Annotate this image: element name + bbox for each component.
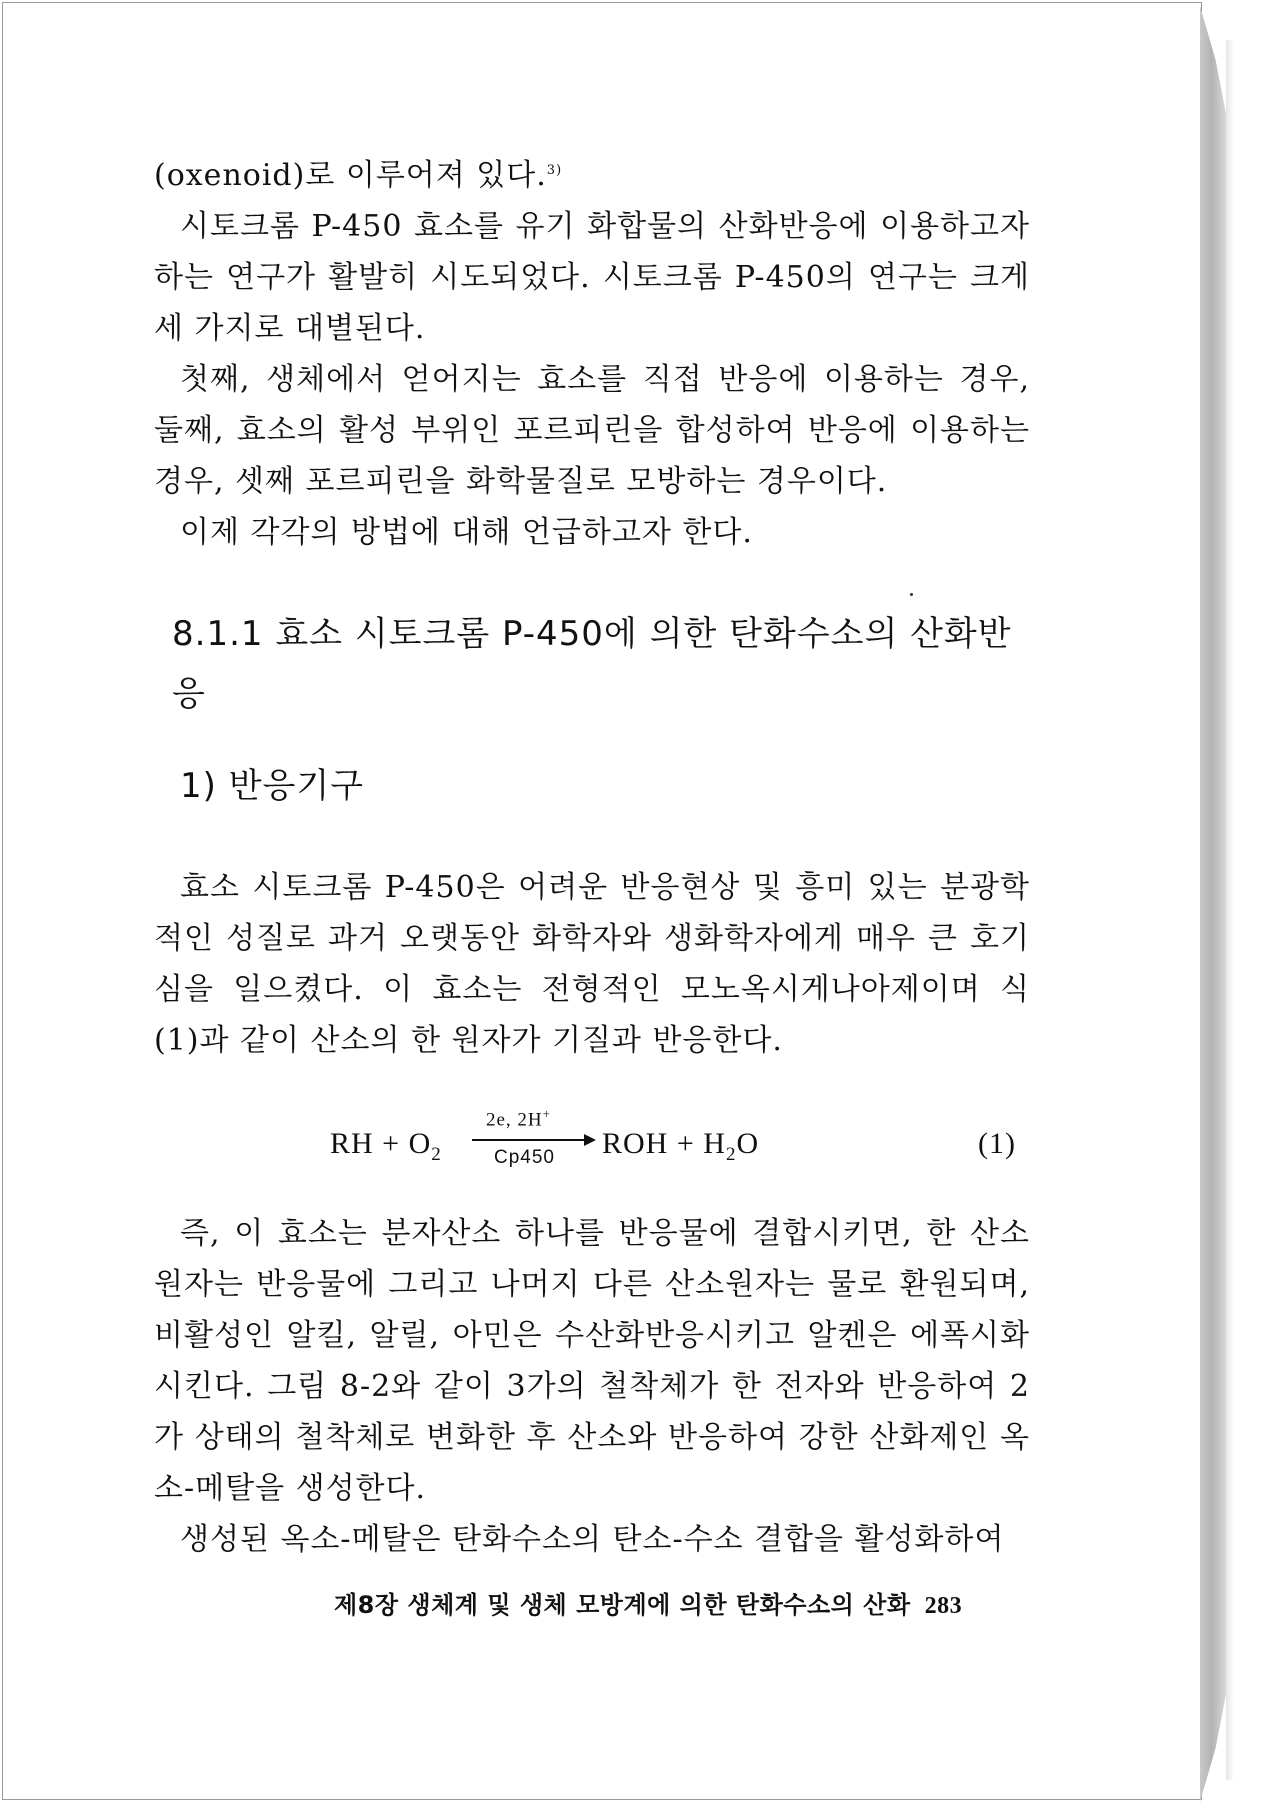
section-heading: 8.1.1 효소 시토크롬 P-450에 의한 탄화수소의 산화반응 — [172, 614, 1012, 714]
equation-products: ROH + $H_2O$ — [602, 1127, 760, 1165]
equation-reactants: RH + $O_2$ — [330, 1127, 442, 1165]
equation — [154, 1098, 1030, 1182]
paragraph-text: (oxenoid)로 이루어져 있다. — [154, 158, 547, 193]
sub-heading: 1) 반응기구 — [180, 766, 365, 806]
page-number: 283 — [924, 1593, 963, 1619]
page-edge — [1200, 6, 1226, 1802]
paragraph-continued: 생성된 옥소-메탈은 탄화수소의 탄소-수소 결합을 활성화하여 — [180, 1522, 1005, 1557]
page-body — [154, 150, 1030, 1565]
equation-number: (1) — [978, 1127, 1016, 1160]
footnote-reference: 3) — [546, 163, 563, 178]
reaction-arrow — [464, 1098, 594, 1182]
arrow-head-icon — [584, 1134, 596, 1146]
arrow-condition-above: 2e, 2H+ — [486, 1106, 551, 1131]
running-footer — [334, 1590, 1010, 1621]
arrow-line — [472, 1139, 590, 1141]
page-edge-shadow — [1226, 40, 1234, 1780]
arrow-catalyst-below: Cp450 — [494, 1147, 555, 1168]
paragraph-continuation — [154, 150, 1030, 201]
footer-chapter-title: 제8장 생체계 및 생체 모방계에 의한 탄화수소의 산화 — [334, 1591, 911, 1619]
paragraph-transition: 이제 각각의 방법에 대해 언급하고자 한다. — [180, 515, 753, 550]
paragraph-intro: 시토크롬 P-450 효소를 유기 화합물의 산화반응에 이용하고자 하는 연구가 활발히 시도되었다. 시토크롬 P-450의 연구는 크게 세 가지로 대별된다. — [154, 209, 1030, 346]
paragraph-methods: 첫째, 생체에서 얻어지는 효소를 직접 반응에 이용하는 경우, 둘째, 효소의 활성 부위인 포르피린을 합성하여 반응에 이용하는 경우, 셋째 포르피린을 화학물질로 모방하는 경우이다. — [154, 362, 1030, 499]
paragraph-explanation: 즉, 이 효소는 분자산소 하나를 반응물에 결합시키면, 한 산소원자는 반응물에 그리고 나머지 다른 산소원자는 물로 환원되며, 비활성인 알킬, 알릴, 아민은 수산화반응시키고 알켄은 에폭시화시킨다. 그림 8-2와 같이 3가의 철착체가 한 전자와 반응하여 2가 상태의 철착체로 변화한 후 산소와 반응하여 강한 산화제인 옥소-메탈을 생성한다. — [154, 1216, 1030, 1506]
paragraph-mechanism: 효소 시토크롬 P-450은 어려운 반응현상 및 흥미 있는 분광학적인 성질로 과거 오랫동안 화학자와 생화학자에게 매우 큰 호기심을 일으켰다. 이 효소는 전형적인 모노옥시게나아제이며 식 (1)과 같이 산소의 한 원자가 기질과 반응한다. — [154, 870, 1030, 1058]
